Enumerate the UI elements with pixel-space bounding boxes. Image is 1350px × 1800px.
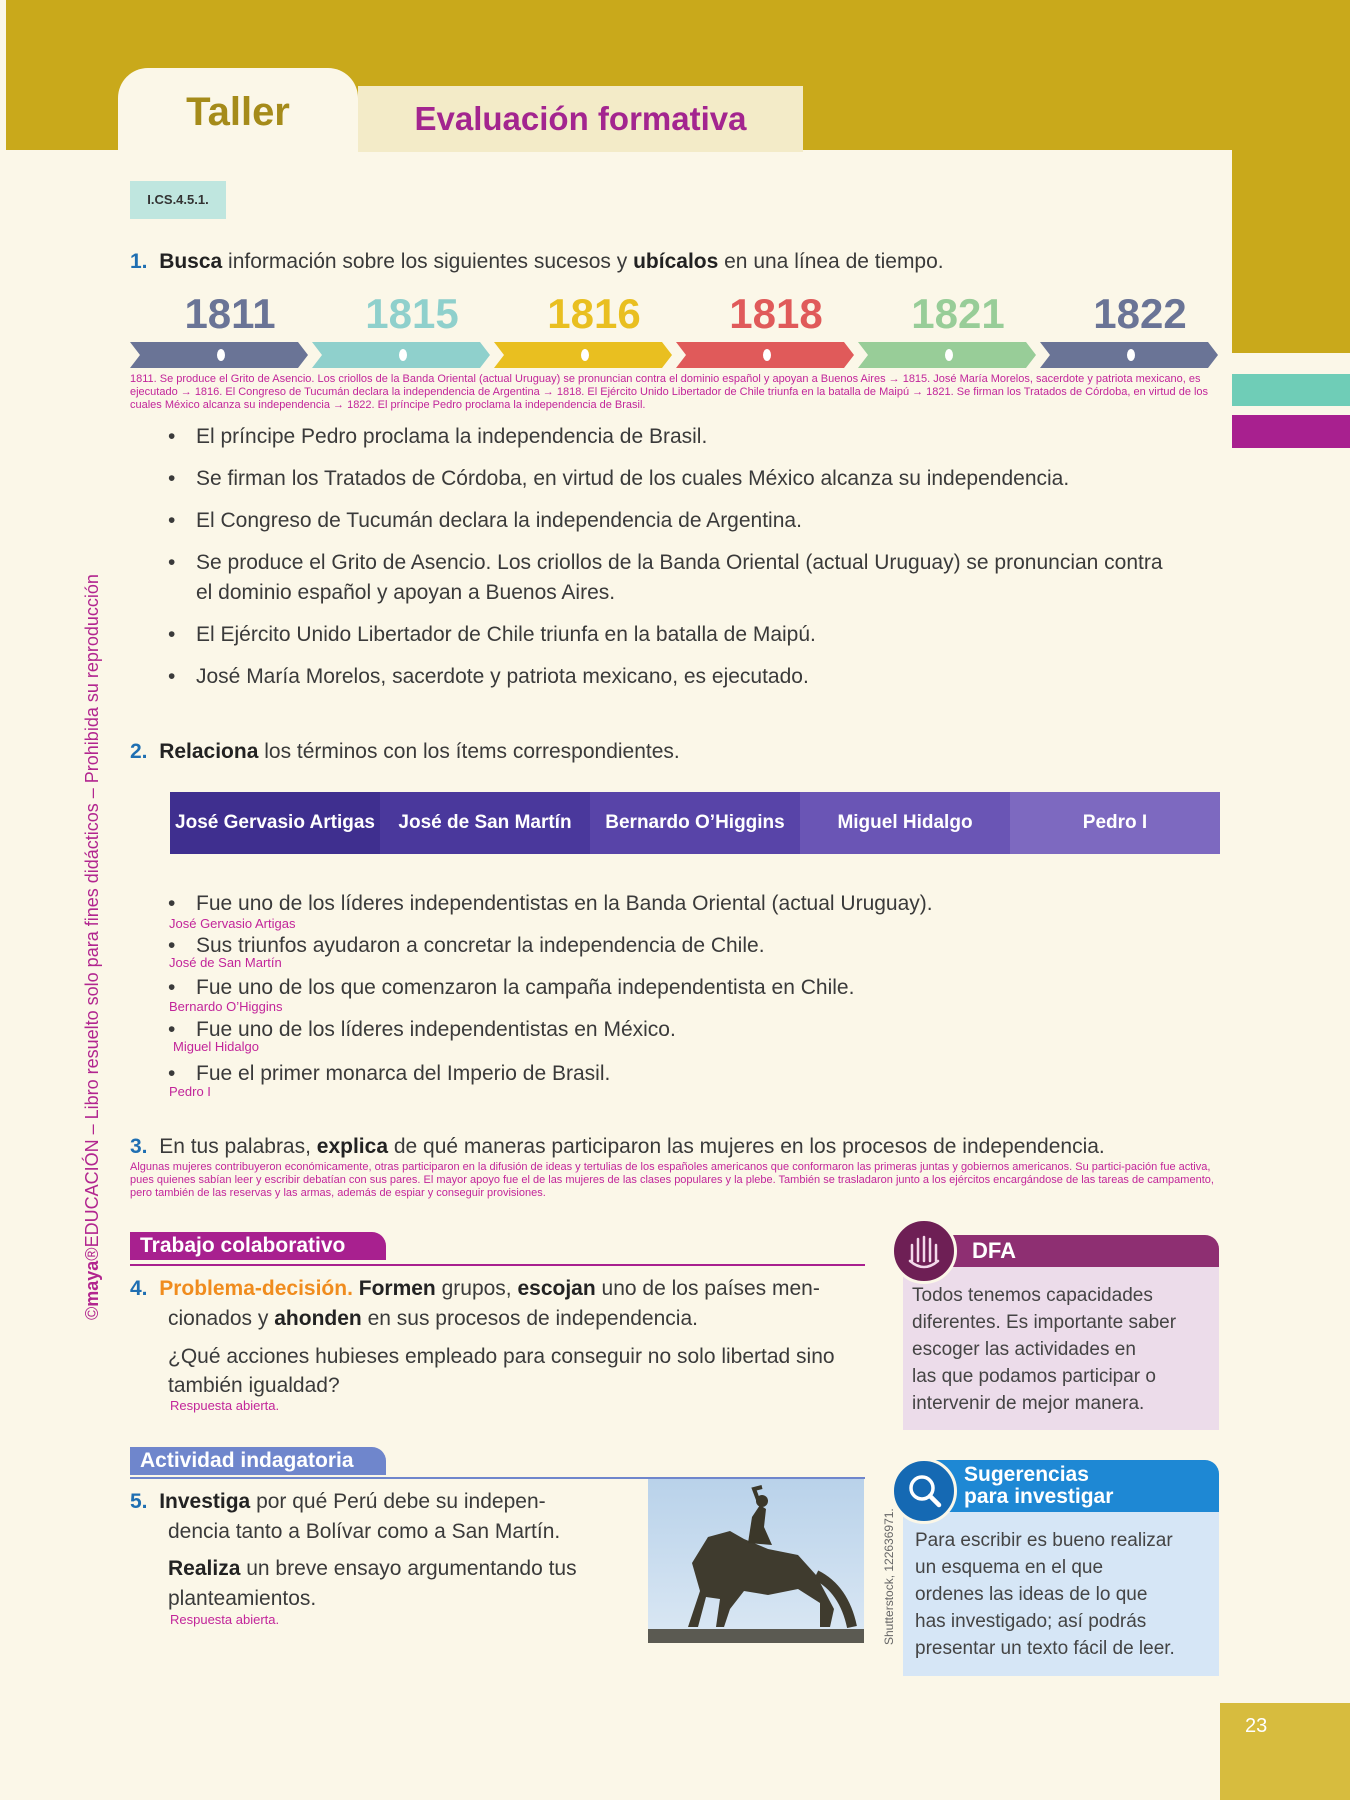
question-number: 3. <box>130 1135 148 1158</box>
brand-name: maya <box>82 1260 102 1307</box>
sugerencias-line: Para escribir es bueno realizar <box>915 1530 1173 1551</box>
copyright-symbol: © <box>82 1306 102 1320</box>
question-4-line2 <box>168 1307 698 1331</box>
answer-q1: 1811. Se produce el Grito de Asencio. Los criollos de la Banda Oriental (actual Uruguay) se pronuncian contra el dominio español y apoyan a Buenos Aires → 1815. José María Morelos, sacerdote y patriota mexicano, es ejecutado → 1816. El Congreso de Tucumán declara la independencia de Argentina → 1818. El Ejército Unido Libertador de Chile triunfa en la batalla de Maipú → 1821. Se firman los Tratados de Córdoba, en virtud de los cuales México alcanza su independencia → 1822. El príncipe Pedro proclama la independencia de Brasil. <box>130 373 1209 411</box>
answer-name: Pedro I <box>169 1084 211 1099</box>
timeline-marker <box>217 349 225 361</box>
answer-q4: Respuesta abierta. <box>170 1398 280 1413</box>
sugerencias-header <box>924 1460 1219 1512</box>
left-strip <box>0 0 6 1800</box>
question-4 <box>130 1277 820 1301</box>
term-cell: José Gervasio Artigas <box>170 792 381 854</box>
list-item: • El príncipe Pedro proclama la independencia de Brasil. <box>196 425 707 449</box>
tab-taller <box>118 68 358 158</box>
answer-q3: Algunas mujeres contribuyeron económicamente, otras participaron en la difusión de ideas y tertulias de los españoles americanos que conformaron las primeras juntas y gobiernos americanos. Su partici-pación fue activa, pues quienes sabían leer y escribir debatían con sus pares. El mayor apoyo fue el de las mujeres de las clases populares y la plebe. También se trasladaron junto a los ejércitos encargándose de las tareas de campamento, pero también de las reservas y las armas, además de espiar y conseguir provisiones. <box>130 1161 1214 1199</box>
code-badge: I.CS.4.5.1. <box>130 181 226 219</box>
sugerencias-title <box>964 1464 1113 1508</box>
answer-q5: Respuesta abierta. <box>170 1612 280 1627</box>
page-number-tab <box>1220 1703 1350 1800</box>
question-text: los términos con los ítems correspondientes. <box>258 740 680 763</box>
timeline-marker <box>763 349 771 361</box>
timeline-marker <box>399 349 407 361</box>
list-item: • Fue uno de los que comenzaron la campaña independentista en Chile. <box>196 976 854 1000</box>
verb-investiga: Investiga <box>159 1490 251 1513</box>
year-1822: 1822 <box>1093 290 1187 337</box>
question-number: 4. <box>130 1277 148 1300</box>
dfa-line: las que podamos participar o <box>912 1366 1156 1387</box>
list-item: • El Ejército Unido Libertador de Chile triunfa en la batalla de Maipú. <box>196 623 816 647</box>
page-number: 23 <box>1245 1715 1268 1737</box>
term-cell: Miguel Hidalgo <box>800 792 1011 854</box>
statue-photo <box>648 1479 864 1643</box>
sugerencias-line: has investigado; así podrás <box>915 1611 1147 1632</box>
magnifier-icon <box>891 1458 957 1524</box>
right-band <box>1232 150 1350 353</box>
question-number: 1. <box>130 250 148 273</box>
question-text: cionados y <box>168 1307 275 1330</box>
list-item: • Fue uno de los líderes independentistas en la Banda Oriental (actual Uruguay). <box>196 892 933 916</box>
timeline <box>130 290 1220 370</box>
answer-name: José Gervasio Artigas <box>169 916 296 931</box>
question-5-line3 <box>168 1557 577 1581</box>
sugerencias-line: un esquema en el que <box>915 1557 1104 1578</box>
dfa-line: diferentes. Es importante saber <box>912 1312 1177 1333</box>
term-cell: José de San Martín <box>380 792 591 854</box>
dfa-line: Todos tenemos capacidades <box>912 1285 1153 1306</box>
collab-title: Trabajo colaborativo <box>130 1232 386 1260</box>
copyright-text: ®EDUCACIÓN – Libro resuelto solo para fines didácticos – Prohibida su reproducción <box>82 574 102 1261</box>
sugerencias-title-line: Sugerencias <box>964 1463 1089 1486</box>
question-text: uno de los países men- <box>595 1277 820 1300</box>
year-1816: 1816 <box>547 290 641 337</box>
hands-icon <box>891 1218 957 1284</box>
question-text: información sobre los siguientes sucesos y <box>222 250 634 273</box>
question-5 <box>130 1490 617 1514</box>
verb-ahonden: ahonden <box>274 1307 362 1330</box>
question-5-line4: planteamientos. <box>168 1587 317 1610</box>
tab-taller-label: Taller <box>186 90 290 134</box>
verb-explica: explica <box>316 1135 388 1158</box>
indag-title: Actividad indagatoria <box>130 1447 386 1475</box>
copyright-notice <box>82 490 110 1320</box>
list-item: • Fue uno de los líderes independentistas en México. <box>196 1018 676 1042</box>
question-number: 5. <box>130 1490 148 1513</box>
timeline-arrows <box>130 342 1220 368</box>
question-number: 2. <box>130 740 148 763</box>
verb-escojan: escojan <box>517 1277 596 1300</box>
year-1815: 1815 <box>365 290 459 337</box>
question-4-line3: ¿Qué acciones hubieses empleado para conseguir no solo libertad sino <box>168 1345 835 1368</box>
list-item: • Se produce el Grito de Asencio. Los criollos de la Banda Oriental (actual Uruguay) se pronuncian contra <box>196 551 1163 575</box>
indag-header <box>130 1447 865 1479</box>
dfa-text <box>912 1282 1212 1417</box>
list-item: • El Congreso de Tucumán declara la independencia de Argentina. <box>196 509 802 533</box>
terms-table <box>170 792 1220 854</box>
year-1821: 1821 <box>911 290 1005 337</box>
question-text: un breve ensayo argumentando tus <box>240 1557 577 1580</box>
question-text: por qué Perú debe su indepen- <box>250 1490 546 1513</box>
sugerencias-text <box>915 1527 1215 1662</box>
teal-marker <box>1232 374 1350 406</box>
verb-busca: Busca <box>159 250 223 273</box>
question-5-line2: dencia tanto a Bolívar como a San Martín. <box>168 1520 561 1543</box>
list-item-continuation: el dominio español y apoyan a Buenos Aires. <box>196 581 616 604</box>
magenta-marker <box>1232 415 1350 448</box>
sugerencias-title-line: para investigar <box>964 1485 1114 1508</box>
collab-header <box>130 1232 865 1266</box>
timeline-marker <box>1127 349 1135 361</box>
answer-name: Miguel Hidalgo <box>173 1039 259 1054</box>
dfa-line: intervenir de mejor manera. <box>912 1393 1145 1414</box>
list-item: • Se firman los Tratados de Córdoba, en virtud de los cuales México alcanza su independencia. <box>196 467 1069 491</box>
sugerencias-line: presentar un texto fácil de leer. <box>915 1638 1175 1659</box>
list-item: • Fue el primer monarca del Imperio de Brasil. <box>196 1062 610 1086</box>
photo-credit: Shutterstock, 122636971. <box>882 1508 896 1645</box>
tab-evaluacion-label: Evaluación formativa <box>414 100 747 137</box>
question-text: grupos, <box>435 1277 518 1300</box>
answer-name: Bernardo O’Higgins <box>169 999 283 1014</box>
verb-relaciona: Relaciona <box>159 740 259 763</box>
question-text: en una línea de tiempo. <box>718 250 944 273</box>
sugerencias-line: ordenes las ideas de lo que <box>915 1584 1148 1605</box>
question-4-line4: también igualdad? <box>168 1374 340 1397</box>
term-cell: Bernardo O’Higgins <box>590 792 801 854</box>
timeline-marker <box>581 349 589 361</box>
verb-realiza: Realiza <box>168 1557 241 1580</box>
verb-formen: Formen <box>358 1277 436 1300</box>
list-item: • Sus triunfos ayudaron a concretar la independencia de Chile. <box>196 934 765 958</box>
question-3 <box>130 1135 1105 1159</box>
question-2 <box>130 740 680 764</box>
tab-evaluacion <box>358 86 803 152</box>
dfa-title: DFA <box>940 1235 1219 1267</box>
answer-name: José de San Martín <box>169 955 282 970</box>
question-text: En tus palabras, <box>159 1135 317 1158</box>
timeline-marker <box>945 349 953 361</box>
term-cell: Pedro I <box>1010 792 1220 854</box>
dfa-line: escoger las actividades en <box>912 1339 1136 1360</box>
year-1811: 1811 <box>184 290 276 337</box>
question-text: en sus procesos de independencia. <box>361 1307 698 1330</box>
question-text: de qué maneras participaron las mujeres en los procesos de independencia. <box>388 1135 1105 1158</box>
problema-decision-tag: Problema-decisión. <box>159 1277 353 1300</box>
list-item: • José María Morelos, sacerdote y patriota mexicano, es ejecutado. <box>196 665 809 689</box>
year-1818: 1818 <box>729 290 823 337</box>
question-1 <box>130 250 944 274</box>
verb-ubicalos: ubícalos <box>633 250 719 273</box>
